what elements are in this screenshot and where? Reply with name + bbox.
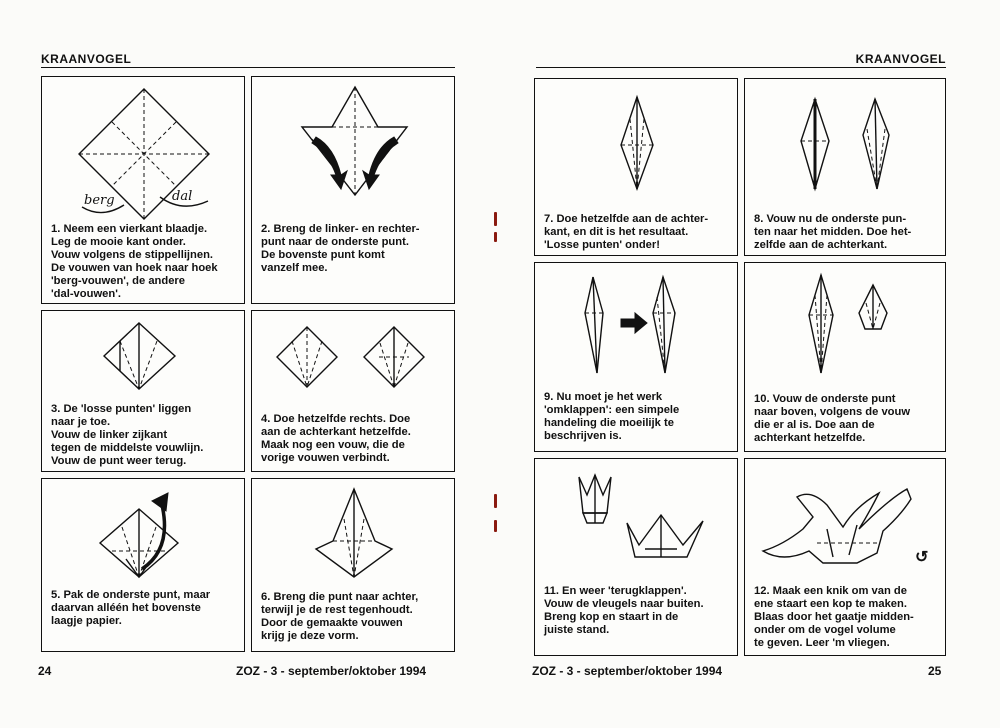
right-page <box>500 0 1000 728</box>
step-5-panel <box>41 478 245 652</box>
binding-mark <box>494 232 497 242</box>
page-number: 24 <box>38 664 52 678</box>
step-7-caption: 7. Doe hetzelfde aan de achter- kant, en dit is het resultaat. 'Losse punten' onder! <box>544 213 709 251</box>
step-3-caption: 3. De 'losse punten' liggen naar je toe. Vouw de linker zijkant tegen de middelste vouwlijn. Vouw de punt weer terug. <box>51 403 204 467</box>
step-2-caption: 2. Breng de linker- en rechter- punt naar de onderste punt. De bovenste punt komt vanzelf mee. <box>261 223 420 274</box>
step-8-panel <box>744 78 946 256</box>
step-12-panel <box>744 458 946 656</box>
step-6-panel <box>251 478 455 652</box>
step-5-caption: 5. Pak de onderste punt, maar daarvan alléén het bovenste laagje papier. <box>51 589 211 627</box>
page-header: KRAANVOGEL <box>536 52 946 68</box>
step-6-caption: 6. Breng die punt naar achter, terwijl je de rest tegenhoudt. Door de gemaakte vouwen krijg je deze vorm. <box>261 591 419 642</box>
rotate-icon: ↺ <box>915 549 929 566</box>
step-1-panel <box>41 76 245 304</box>
page-footer: ZOZ - 3 - september/oktober 1994 <box>532 664 723 678</box>
step-10-panel <box>744 262 946 452</box>
step-11-panel <box>534 458 738 656</box>
step-2-panel <box>251 76 455 304</box>
binding-mark <box>494 212 497 226</box>
binding-mark <box>494 494 497 508</box>
step-12-caption: 12. Maak een knik om van de ene staart een kop te maken. Blaas door het gaatje midden- onder om de vogel volume te geven. Leer 'm vliegen. <box>754 585 914 649</box>
page-footer: ZOZ - 3 - september/oktober 1994 <box>236 664 427 678</box>
step-4-caption: 4. Doe hetzelfde rechts. Doe aan de achterkant hetzelfde. Maak nog een vouw, die de vorige vouwen verbindt. <box>261 413 411 464</box>
step-9-caption: 9. Nu moet je het werk 'omklappen': een simpele handeling die moeilijk te beschrijven is. <box>544 391 680 442</box>
step-8-caption: 8. Vouw nu de onderste pun- ten naar het midden. Doe het- zelfde aan de achterkant. <box>754 213 912 251</box>
binding-mark <box>494 520 497 532</box>
step-7-panel <box>534 78 738 256</box>
step-11-caption: 11. En weer 'terugklappen'. Vouw de vleugels naar buiten. Breng kop en staart in de juiste stand. <box>544 585 704 636</box>
step-1-caption: 1. Neem een vierkant blaadje. Leg de mooie kant onder. Vouw volgens de stippellijnen. De vouwen van hoek naar hoek 'berg-vouwen', de andere 'dal-vouwen'. <box>51 223 218 300</box>
step-4-panel <box>251 310 455 472</box>
step-9-panel <box>534 262 738 452</box>
step-3-panel <box>41 310 245 472</box>
dal-label: dal <box>172 189 193 204</box>
berg-label: berg <box>84 193 115 208</box>
step-10-caption: 10. Vouw de onderste punt naar boven, volgens de vouw die er al is. Doe aan de achterkant hetzelfde. <box>754 393 911 444</box>
page-number: 25 <box>928 664 942 678</box>
page-header: KRAANVOGEL <box>41 52 455 68</box>
